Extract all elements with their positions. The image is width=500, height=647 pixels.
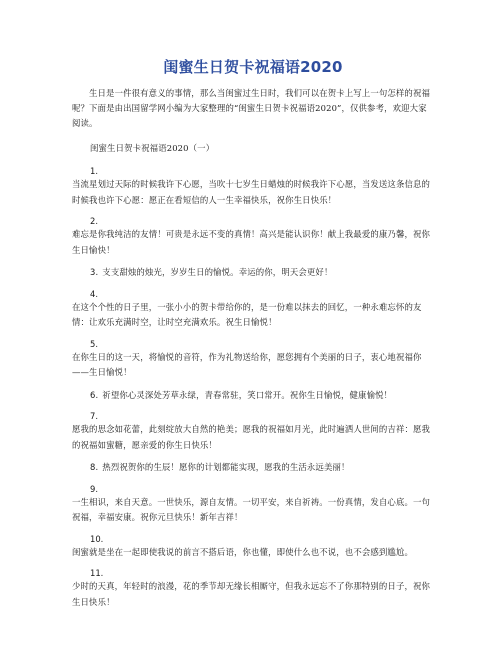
section-heading: 闺蜜生日贺卡祝福语2020（一） bbox=[90, 143, 215, 153]
entry-number: 2. bbox=[90, 216, 98, 226]
entry-number: 5. bbox=[90, 338, 98, 349]
list-item bbox=[72, 483, 434, 526]
list-item bbox=[72, 533, 434, 561]
entry-number: 10. bbox=[90, 533, 104, 544]
entry-text: 少时的天真，年轻时的浪漫，花的季节却无缘长相厮守，但我永远忘不了你那特别的日子，祝你生日快乐！ bbox=[72, 581, 431, 607]
entry-text: 在这个个性的日子里，一张小小的贺卡带给你的，是一份难以抹去的回忆，一种永难忘怀的友情：让欢乐充满时空，让时空充满欢乐。祝生日愉悦！ bbox=[72, 301, 422, 327]
entry-number: 11. bbox=[90, 568, 104, 578]
entry-text: 热烈祝贺你的生辰！愿你的计划都能实现，愿我的生活永远美丽！ bbox=[102, 462, 350, 472]
document-title: 闺蜜生日贺卡祝福语2020 bbox=[163, 58, 343, 76]
list-item bbox=[72, 388, 434, 404]
entry-number: 7. bbox=[90, 411, 98, 421]
entry-number: 8. bbox=[90, 462, 99, 472]
list-item bbox=[72, 165, 434, 208]
list-item bbox=[72, 215, 434, 258]
list-item bbox=[72, 265, 434, 281]
list-item bbox=[72, 288, 434, 331]
entry-text: 在你生日的这一天，将愉悦的音符，作为礼物送给你，愿您拥有个美丽的日子，衷心地祝福你——生日愉悦！ bbox=[72, 351, 422, 377]
entry-text: 支支甜烛的烛光，岁岁生日的愉悦。幸运的你，明天会更好！ bbox=[102, 267, 333, 277]
entry-number: 3. bbox=[90, 267, 99, 277]
entry-number: 9. bbox=[90, 483, 98, 494]
intro-paragraph: 生日是一件很有意义的事情，那么当闺蜜过生日时，我们可以在贺卡上写上一句怎样的祝福呢？下面是由出国留学网小编为大家整理的“闺蜜生日贺卡祝福语2020”，仅供参考，欢迎大家阅读。 bbox=[72, 88, 430, 128]
entry-text: 当流星划过天际的时候我许下心愿，当吹十七岁生日蜡烛的时候我许下心愿，当发送这条信息的时候我也许下心愿：愿正在看短信的人一生幸福快乐，祝你生日快乐！ bbox=[72, 179, 431, 205]
entry-line bbox=[90, 388, 434, 404]
entry-text: 难忘是你我纯洁的友情！可贵是永远不变的真情！高兴是能认识你！献上我最爱的康乃馨，祝你生日愉快！ bbox=[72, 229, 431, 255]
entry-line bbox=[90, 460, 434, 476]
entry-line bbox=[90, 265, 434, 281]
entry-number: 4. bbox=[90, 288, 98, 299]
entry-text: 祈望你心灵深处芳草永绿，青春常驻，笑口常开。祝你生日愉悦，健康愉悦！ bbox=[102, 389, 393, 400]
list-item bbox=[72, 460, 434, 476]
list-item bbox=[72, 410, 434, 453]
entry-number: 6. bbox=[90, 389, 99, 400]
entry-text: 一生相识，来自天意。一世快乐，源自友情。一切平安，来自祈祷。一份真情，发自心底。一句祝福，幸福安康。祝你元旦快乐！新年吉祥！ bbox=[72, 496, 431, 522]
list-item bbox=[72, 338, 434, 381]
entry-text: 闺蜜就是坐在一起即使我说的前言不搭后语，你也懂，即使什么也不说，也不会感到尴尬。 bbox=[72, 546, 413, 557]
entry-number: 1. bbox=[90, 166, 98, 176]
entry-text: 愿我的思念如花蕾，此刻绽放大自然的艳美；愿我的祝福如月光，此时遍洒人世间的吉祥：愿我的祝福如蜜糖，愿亲爱的你生日快乐！ bbox=[72, 424, 431, 450]
list-item bbox=[72, 567, 434, 610]
